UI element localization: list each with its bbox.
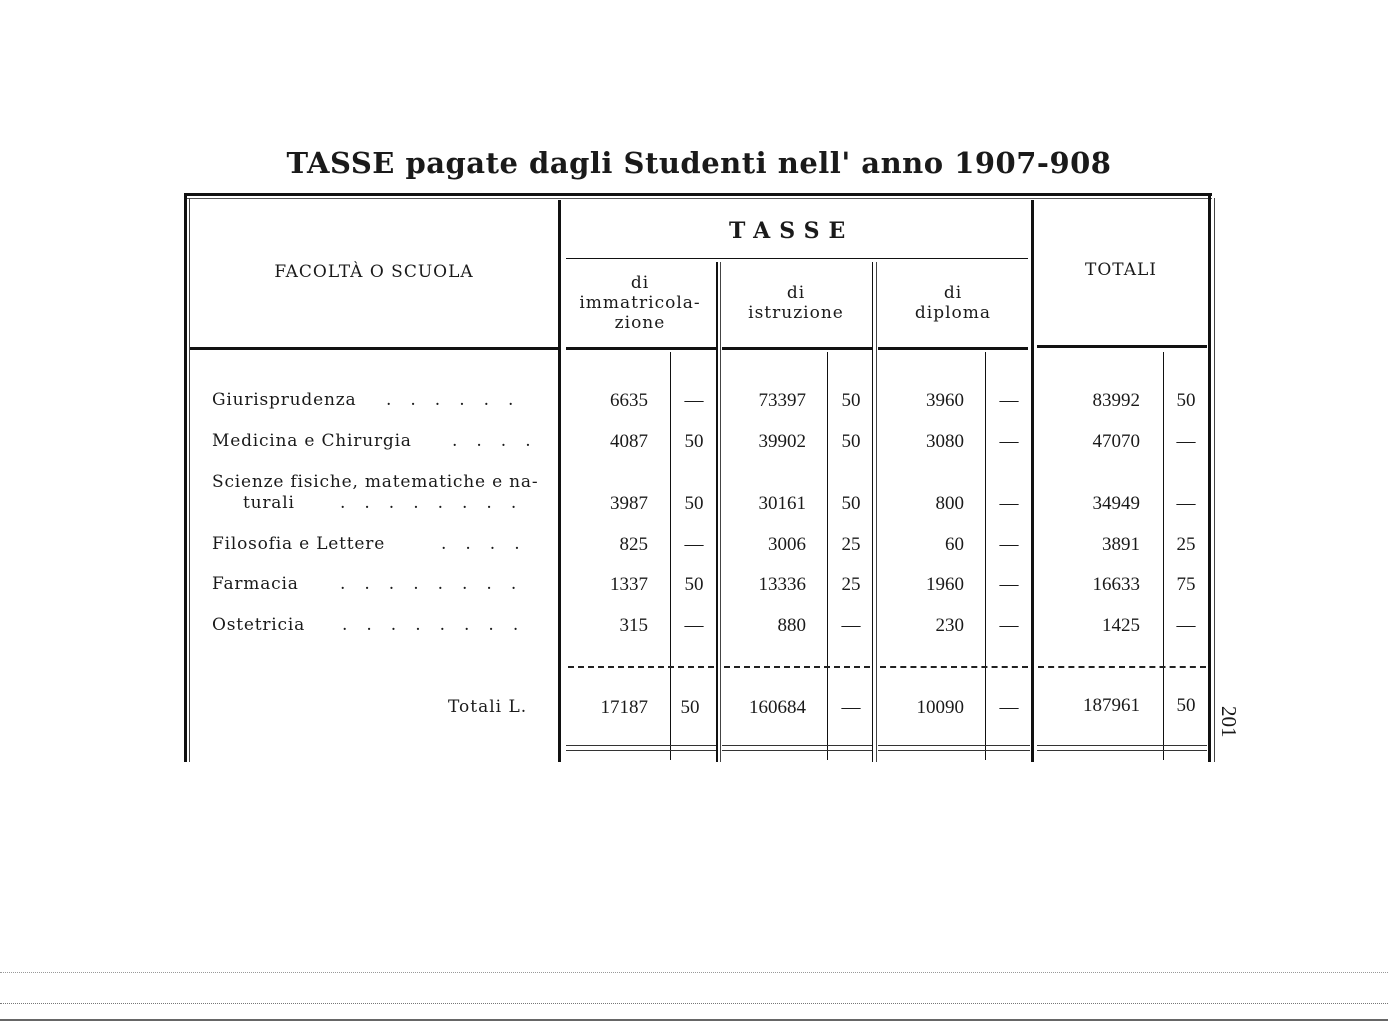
header-bottom-ist: [722, 347, 872, 350]
header-dip-line-1: di: [943, 283, 963, 303]
cell-ist-c: —: [841, 615, 861, 636]
row-label: Medicina e Chirurgia: [212, 431, 412, 451]
cell-ist-l: 39902: [758, 431, 806, 452]
cell-dip-l: 60: [945, 534, 964, 555]
page-title: TASSE pagate dagli Studenti nell' anno 1907-908: [286, 146, 1112, 180]
cell-ist-l: 73397: [758, 390, 806, 411]
cell-tot-l: 3891: [1102, 534, 1140, 555]
cents-sep-imm: [670, 352, 671, 760]
cell-imm-c: 50: [684, 574, 704, 595]
cell-dip-c: —: [999, 615, 1019, 636]
table-top-border: [184, 193, 1212, 196]
cell-ist-c: 25: [841, 534, 861, 555]
totals-ist-cents: —: [841, 697, 861, 718]
row-label: Filosofia e Lettere: [212, 534, 386, 554]
leader-dots: ........: [342, 615, 538, 635]
cell-tot-l: 1425: [1102, 615, 1140, 636]
row-label: Scienze fisiche, matematiche e na-: [212, 472, 539, 492]
cell-dip-l: 3960: [926, 390, 964, 411]
cell-tot-c: 50: [1176, 390, 1196, 411]
cell-dip-l: 1960: [926, 574, 964, 595]
row-label: Giurisprudenza: [212, 390, 357, 410]
cell-tot-c: —: [1176, 615, 1196, 636]
header-facolta: FACOLTÀ O SCUOLA: [274, 262, 474, 282]
totals-dip-lire: 10090: [916, 697, 964, 718]
cell-imm-l: 3987: [610, 493, 648, 514]
header-ist-line-2: istruzione: [748, 303, 844, 323]
cell-imm-l: 825: [619, 534, 648, 555]
cents-sep-ist: [827, 352, 828, 760]
total-double-rule-tot: [1037, 745, 1207, 751]
totals-imm-lire: 17187: [600, 697, 648, 718]
scan-noise-line: [0, 1019, 1388, 1021]
header-tasse: TASSE: [729, 218, 855, 244]
cell-dip-c: —: [999, 493, 1019, 514]
row-label: Farmacia: [212, 574, 299, 594]
leader-dots: ....: [441, 534, 539, 554]
cell-dip-l: 3080: [926, 431, 964, 452]
cell-dip-c: —: [999, 534, 1019, 555]
header-immatricolazione: [564, 273, 716, 333]
cell-ist-l: 880: [777, 615, 806, 636]
cell-imm-c: 50: [684, 493, 704, 514]
subtotal-rule-ist: [724, 666, 870, 668]
header-diploma: [877, 283, 1029, 323]
cell-imm-c: —: [684, 615, 704, 636]
header-bottom-tot: [1037, 345, 1207, 348]
cell-tot-c: 25: [1176, 534, 1196, 555]
cell-ist-c: 50: [841, 431, 861, 452]
totals-label: Totali L.: [448, 697, 528, 717]
table-top-inner-border: [184, 198, 1212, 199]
total-double-rule-ist: [722, 745, 872, 751]
totals-dip-cents: —: [999, 697, 1019, 718]
header-bottom-imm: [566, 347, 716, 350]
cell-tot-l: 16633: [1092, 574, 1140, 595]
cell-tot-l: 34949: [1092, 493, 1140, 514]
totals-tot-lire: 187961: [1083, 695, 1140, 716]
header-dip-line-2: diploma: [914, 303, 992, 323]
cell-imm-l: 6635: [610, 390, 648, 411]
cell-tot-l: 83992: [1092, 390, 1140, 411]
header-totali: TOTALI: [1085, 260, 1157, 280]
col-sep-imm-2: [720, 262, 721, 762]
header-imm-line-3: zione: [614, 313, 666, 333]
col-sep-imm: [716, 262, 718, 762]
cell-ist-c: 25: [841, 574, 861, 595]
leader-dots: ........: [340, 574, 536, 594]
leader-dots: ........: [340, 493, 536, 513]
cents-sep-dip: [985, 352, 986, 760]
cell-tot-c: —: [1176, 493, 1196, 514]
cell-dip-c: —: [999, 574, 1019, 595]
subtotal-rule-tot: [1038, 666, 1206, 668]
page-number: 201: [1217, 706, 1241, 738]
leader-dots: ....: [452, 431, 550, 451]
col-sep-label: [558, 200, 561, 762]
table-right-border: [1208, 194, 1211, 762]
cell-tot-l: 47070: [1092, 431, 1140, 452]
scan-noise-line: [0, 1003, 1388, 1004]
cell-tot-c: —: [1176, 431, 1196, 452]
cell-dip-l: 230: [935, 615, 964, 636]
header-bottom-dip: [878, 347, 1028, 350]
tasse-underline: [566, 258, 1028, 259]
cell-imm-l: 1337: [610, 574, 648, 595]
col-sep-ist-2: [876, 262, 877, 762]
totals-tot-cents: 50: [1176, 695, 1196, 716]
cell-imm-l: 4087: [610, 431, 648, 452]
cents-sep-tot: [1163, 352, 1164, 760]
header-ist-line-1: di: [786, 283, 806, 303]
header-imm-line-1: di: [630, 273, 650, 293]
col-sep-ist: [872, 262, 873, 762]
total-double-rule-dip: [878, 745, 1030, 751]
cell-ist-l: 30161: [758, 493, 806, 514]
cell-imm-c: 50: [684, 431, 704, 452]
leader-dots: ......: [386, 390, 533, 410]
row-label: turali: [243, 493, 295, 513]
cell-imm-c: —: [684, 390, 704, 411]
table-left-border: [184, 194, 187, 762]
cell-imm-l: 315: [619, 615, 648, 636]
total-double-rule-imm: [566, 745, 716, 751]
subtotal-rule-imm: [568, 666, 714, 668]
cell-dip-c: —: [999, 431, 1019, 452]
cell-dip-c: —: [999, 390, 1019, 411]
row-label: Ostetricia: [212, 615, 306, 635]
cell-dip-l: 800: [935, 493, 964, 514]
header-istruzione: [720, 283, 872, 323]
cell-ist-l: 13336: [758, 574, 806, 595]
table-right-inner-border: [1214, 198, 1215, 762]
cell-ist-l: 3006: [768, 534, 806, 555]
col-sep-totali: [1031, 200, 1034, 762]
cell-tot-c: 75: [1176, 574, 1196, 595]
cell-imm-c: —: [684, 534, 704, 555]
table-left-inner-border: [189, 198, 190, 762]
totals-ist-lire: 160684: [749, 697, 806, 718]
totals-imm-cents: 50: [680, 697, 700, 718]
cell-ist-c: 50: [841, 390, 861, 411]
subtotal-rule-dip: [880, 666, 1028, 668]
header-bottom-label: [190, 347, 558, 350]
scan-noise-line: [0, 972, 1388, 973]
header-imm-line-2: immatricola-: [579, 293, 701, 313]
cell-ist-c: 50: [841, 493, 861, 514]
